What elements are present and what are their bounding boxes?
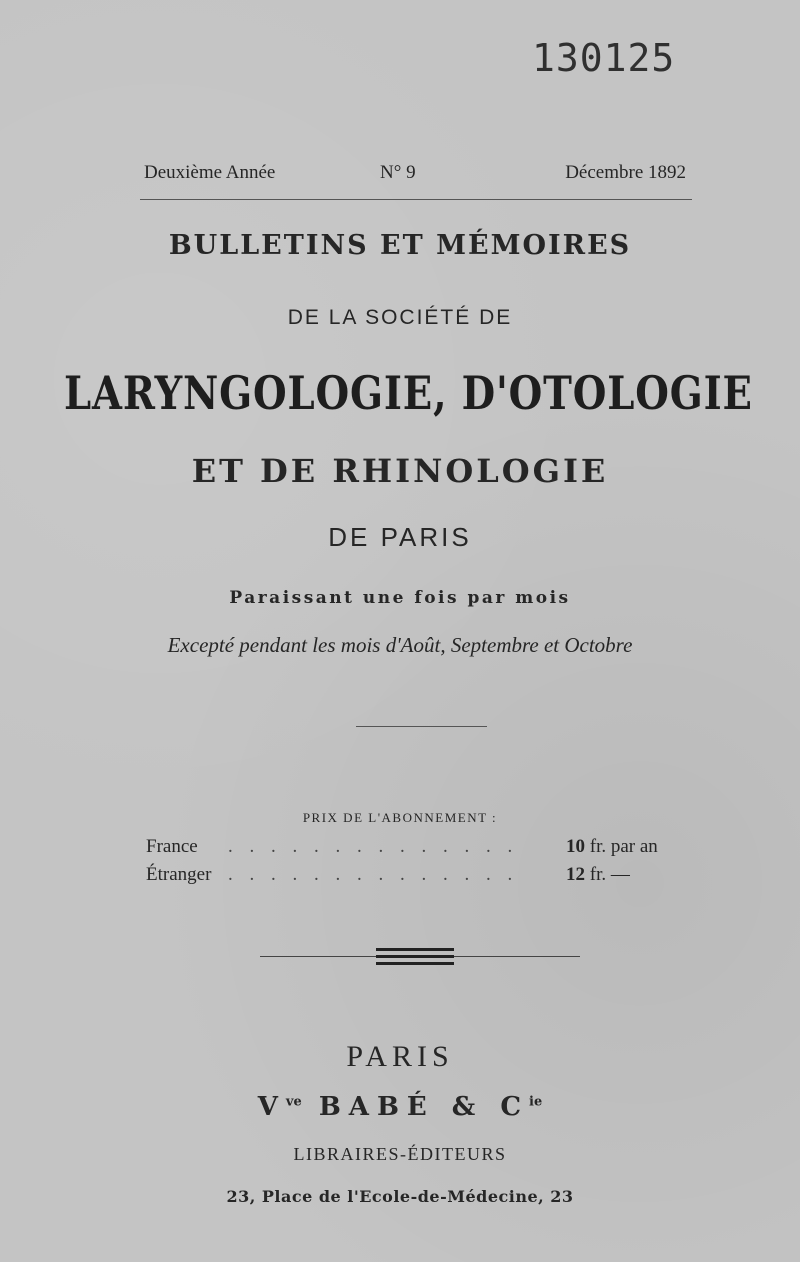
publisher-address: 23, Place de l'Ecole-de-Médecine, 23 (226, 1187, 574, 1206)
price-leader-dots: . . . . . . . . . . . . . . (228, 864, 519, 885)
header-divider (140, 199, 692, 200)
price-country: France (146, 836, 198, 857)
ornament-bar (376, 962, 454, 965)
price-amount (566, 864, 630, 886)
publisher-name-sup: ie (529, 1094, 543, 1110)
price-value: 10 (566, 836, 585, 857)
title-line-3: LARYNGOLOGIE, D'OTOLOGIE (64, 366, 753, 420)
issue-date: Décembre 1892 (565, 162, 686, 183)
issue-number: N° 9 (380, 162, 416, 183)
publisher-prefix-sup: ve (285, 1094, 302, 1110)
title-line-5: DE PARIS (328, 522, 472, 552)
publisher-city: PARIS (346, 1040, 454, 1073)
price-leader-dots: . . . . . . . . . . . . . . (228, 836, 519, 857)
ornament-bar (376, 955, 454, 958)
publication-frequency: Paraissant une fois par mois (229, 588, 571, 608)
section-divider (356, 726, 487, 727)
issue-year: Deuxième Année (144, 162, 276, 183)
title-line-2: DE LA SOCIÉTÉ DE (287, 306, 513, 329)
price-amount (566, 836, 658, 858)
price-value: 12 (566, 864, 585, 885)
publication-exception: Excepté pendant les mois d'Août, Septembre et Octobre (167, 633, 633, 657)
publisher-main-name: BABÉ & C (318, 1092, 530, 1122)
price-unit: fr. — (589, 864, 630, 885)
title-line-1: BULLETINS ET MÉMOIRES (168, 230, 632, 261)
catalog-number: 130125 (532, 36, 676, 80)
ornament-bar (376, 948, 454, 951)
price-row-etranger (146, 864, 696, 890)
title-line-4: ET DE RHINOLOGIE (191, 452, 609, 490)
issue-info-row (142, 160, 690, 188)
price-row-france (146, 836, 696, 862)
price-country: Étranger (146, 864, 212, 885)
publisher-prefix: V (257, 1092, 286, 1122)
ornamental-rule (260, 944, 580, 968)
publisher-role: LIBRAIRES-ÉDITEURS (293, 1144, 507, 1164)
publisher-name (0, 1092, 800, 1122)
subscription-heading: PRIX DE L'ABONNEMENT : (302, 810, 498, 825)
price-unit: fr. par an (589, 836, 658, 857)
